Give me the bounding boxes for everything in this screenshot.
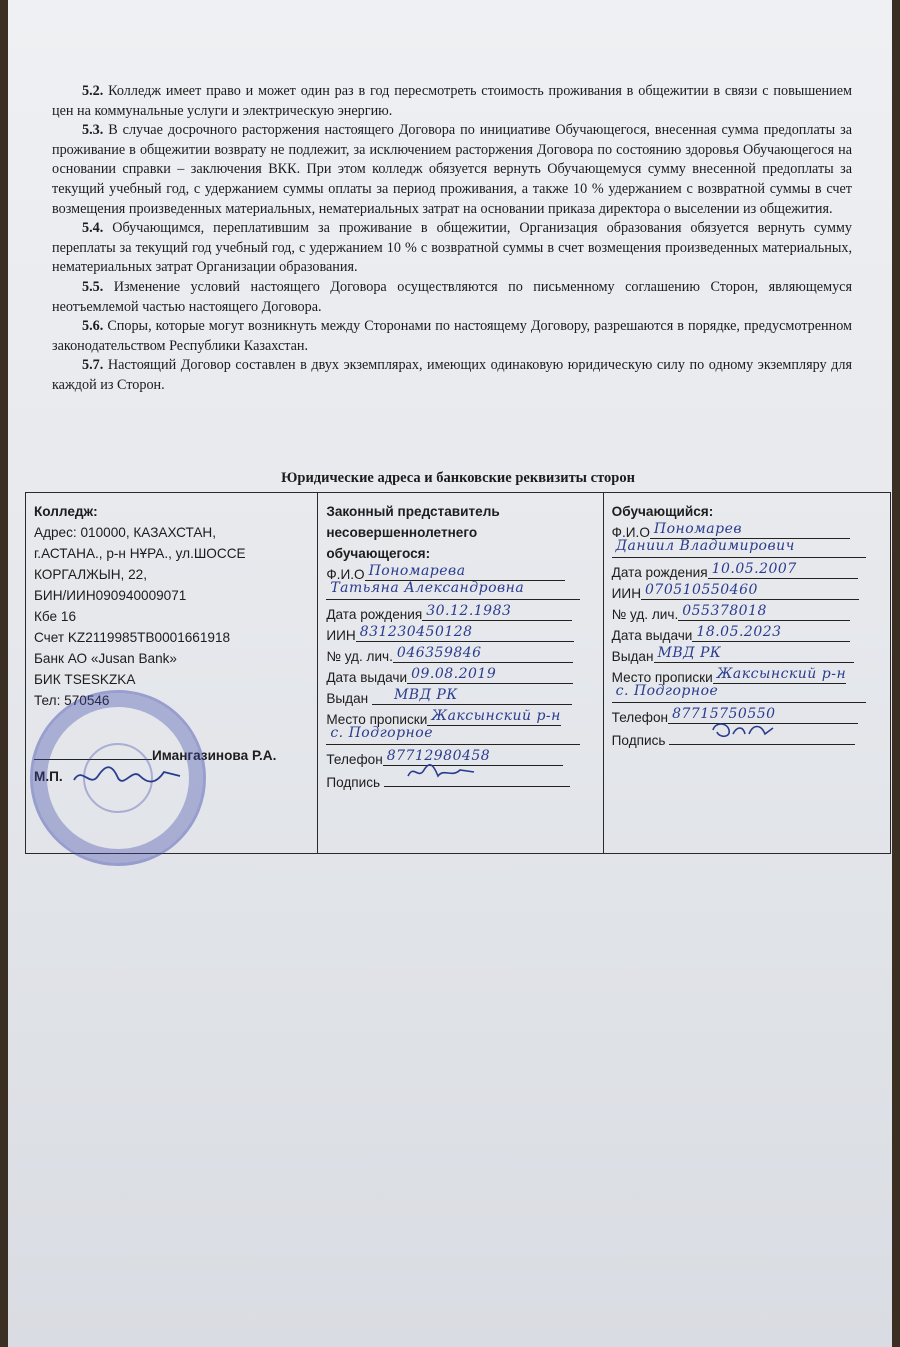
rep-issue-field <box>407 667 573 684</box>
student-sign-field <box>669 728 855 745</box>
handwritten-value: 09.08.2019 <box>411 666 497 682</box>
field-label: Телефон <box>611 710 669 725</box>
field-label: Дата выдачи <box>326 670 408 685</box>
student-birth-row <box>612 562 882 583</box>
field-label: Место прописки <box>611 670 713 685</box>
handwritten-value: Даниил Владимирович <box>612 539 866 558</box>
student-heading: Обучающийся: <box>611 504 714 519</box>
student-id-field <box>678 604 850 621</box>
field-label: Подпись <box>611 733 666 748</box>
field-label: Дата выдачи <box>611 628 693 643</box>
college-heading: Колледж: <box>34 504 98 519</box>
clause-number: 5.2. <box>82 83 104 99</box>
college-signature-icon <box>68 758 188 798</box>
handwritten-value: 87712980458 <box>386 748 491 764</box>
field-label: ИИН <box>611 586 642 601</box>
handwritten-value: 30.12.1983 <box>426 603 512 619</box>
field-label: № уд. лич. <box>326 649 393 664</box>
student-reg-field <box>713 667 847 684</box>
student-sign-row <box>612 728 882 751</box>
rep-id-field <box>393 646 573 663</box>
student-issuer-row <box>612 646 882 667</box>
handwritten-value: Жаксынский р-н <box>431 708 561 724</box>
clause-number: 5.3. <box>82 122 104 139</box>
student-issue-row <box>612 625 882 646</box>
rep-issuer-field <box>372 688 572 705</box>
clause-5-4 <box>52 219 852 278</box>
handwritten-value: Пономарева <box>368 563 466 579</box>
handwritten-value: 10.05.2007 <box>711 561 797 577</box>
contract-clauses <box>52 82 852 396</box>
field-label: Подпись <box>326 775 381 790</box>
rep-iin-field <box>356 625 574 642</box>
college-line: КОРГАЛЖЫН, 22, <box>34 567 147 582</box>
college-line: БИН/ИИН090940009071 <box>34 588 187 603</box>
student-iin-field <box>641 583 859 600</box>
student-birth-field <box>708 562 858 579</box>
document-page <box>8 0 892 1347</box>
handwritten-value: 87715750550 <box>672 706 776 722</box>
rep-fio-row-2 <box>326 580 594 604</box>
field-label: Выдан <box>611 649 654 664</box>
rep-heading: несовершеннолетнего <box>326 525 478 540</box>
handwritten-value: МВД РК <box>393 687 458 703</box>
clause-text: Споры, которые могут возникнуть между Сторонами по настоящему Договору, разрешаются в порядке, предусмотренном законодательством Республики Казахстан. <box>52 318 852 354</box>
representative-cell <box>318 493 603 854</box>
student-iin-row <box>612 583 882 604</box>
field-label: Дата рождения <box>611 565 708 580</box>
clause-5-2 <box>52 82 852 121</box>
rep-signature-icon <box>404 762 484 782</box>
rep-id-row <box>326 646 594 667</box>
handwritten-value: 055378018 <box>682 603 767 619</box>
rep-reg-field <box>427 709 561 726</box>
rep-heading: обучающегося: <box>326 546 431 561</box>
rep-birth-field <box>422 604 572 621</box>
clause-5-3 <box>52 121 852 219</box>
clause-text: Изменение условий настоящего Договора осуществляются по письменному соглашению Сторон, являющемуся неотъемлемой частью настоящего Договора. <box>52 278 852 315</box>
college-line: г.АСТАНА., р-н НҰРА., ул.ШОССЕ <box>34 546 246 561</box>
field-label: ИИН <box>326 628 356 643</box>
rep-fio-field <box>365 564 565 581</box>
rep-iin-row <box>326 625 594 646</box>
handwritten-value: 831230450128 <box>359 624 473 640</box>
student-reg-row-2 <box>612 683 882 707</box>
rep-sign-field <box>384 770 570 787</box>
clause-number: 5.6. <box>82 318 104 335</box>
field-label: Ф.И.О <box>611 525 650 540</box>
rep-issue-row <box>326 667 594 688</box>
handwritten-value: 070510550460 <box>645 582 758 598</box>
clause-text: Обучающимся, переплатившим за проживание в общежитии, Организация образования обязуется вернуть сумму переплаты за текущий год учебный год, с удержанием 10 % с возвратной суммы в счет возмещения произведенных материальных, нематериальных затрат Организации образования. <box>52 220 852 276</box>
clause-text: Настоящий Договор составлен в двух экземплярах, имеющих одинаковую юридическую силу по одному экземпляру для каждой из Сторон. <box>52 357 852 393</box>
student-id-row <box>612 604 882 625</box>
field-label: Телефон <box>326 752 383 767</box>
handwritten-value: МВД РК <box>657 645 722 661</box>
college-line: Банк АО «Jusan Bank» <box>34 651 177 666</box>
college-line: Адрес: 010000, КАЗАХСТАН, <box>34 525 216 540</box>
student-cell <box>603 493 890 854</box>
clause-5-5 <box>52 278 852 317</box>
rep-sign-row <box>326 770 594 793</box>
clause-5-7 <box>52 356 852 395</box>
student-issuer-field <box>654 646 854 663</box>
rep-issuer-row <box>326 688 594 709</box>
handwritten-value: с. Подгорное <box>326 726 580 745</box>
rep-reg-row-2 <box>326 725 594 749</box>
clause-text: В случае досрочного расторжения настоящего Договора по инициативе Обучающегося, внесенная сумма предоплаты за проживание в общежитии возврату не подлежит, за исключением расторжения Договора по состоянию здоровья Обучающегося на основании справки – заключения ВКК. При этом колледж обязуется вернуть Обучающемуся сумму внесенной предоплаты за текущий учебный год, с удержанием суммы оплаты за период проживания, а также 10 % удержанием с возвратной суммы в счет возмещения произведенных материальных, нематериальных затрат на основании приказа директора о выселении из общежития. <box>52 122 853 217</box>
field-label: № уд. лич. <box>611 607 679 622</box>
handwritten-value: 046359846 <box>396 645 482 661</box>
handwritten-value: Пономарев <box>653 521 743 537</box>
student-signature-icon <box>709 720 779 740</box>
clause-text: Колледж имеет право и может один раз в год пересмотреть стоимость проживания в общежитии в связи с повышением цен на коммунальные услуги и электрическую энергию. <box>52 83 852 119</box>
field-label: Место прописки <box>326 712 428 727</box>
student-issue-field <box>692 625 850 642</box>
clause-number: 5.4. <box>82 220 104 237</box>
rep-birth-row <box>326 604 594 625</box>
college-line: Кбе 16 <box>34 609 77 624</box>
student-fio-field <box>650 522 850 539</box>
college-line: Тел: 570546 <box>34 693 110 708</box>
field-label: Ф.И.О <box>326 567 365 582</box>
handwritten-value: 18.05.2023 <box>696 624 782 640</box>
field-label: Выдан <box>326 691 369 706</box>
handwritten-value: с. Подгорное <box>612 684 866 703</box>
college-signer: Имангазинова Р.А. <box>152 748 277 763</box>
clause-number: 5.7. <box>82 357 104 374</box>
handwritten-value: Жаксынский р-н <box>716 666 847 682</box>
student-fio-row-2 <box>612 538 882 562</box>
handwritten-value: Татьяна Александровна <box>326 581 580 600</box>
seal-label: М.П. <box>34 769 63 784</box>
clause-number: 5.5. <box>82 278 104 295</box>
college-line: Счет KZ2119985TB0001661918 <box>34 630 231 645</box>
field-label: Дата рождения <box>326 607 423 622</box>
rep-heading: Законный представитель <box>326 504 500 519</box>
section-title: Юридические адреса и банковские реквизиты сторон <box>281 470 635 486</box>
clause-5-6 <box>52 317 852 356</box>
college-line: БИК TSESKZKA <box>34 672 136 687</box>
